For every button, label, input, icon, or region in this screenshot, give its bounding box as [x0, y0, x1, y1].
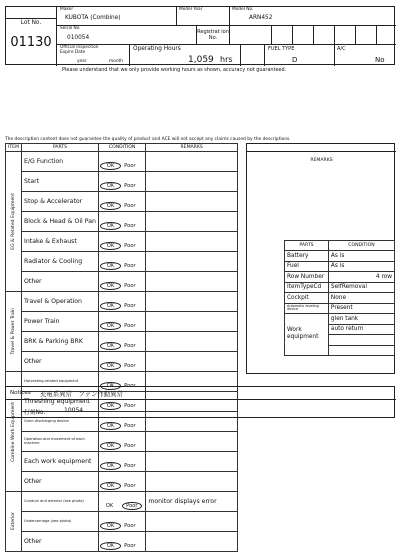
- condition-ok: OK: [100, 222, 121, 230]
- table-row: [285, 293, 395, 304]
- part-name: Start: [22, 172, 99, 192]
- condition-ok: OK: [100, 402, 121, 410]
- table-row: [6, 332, 238, 352]
- condition-cell: [98, 332, 145, 352]
- remark-cell: [146, 512, 238, 532]
- part-name: Other: [22, 532, 99, 552]
- condition-cell: [98, 232, 145, 252]
- stamp-label: 打刻No.: [24, 410, 46, 416]
- condition-poor: Poor: [124, 323, 136, 329]
- right-part-name: Row Number: [285, 272, 329, 283]
- model-year-cell: [177, 7, 230, 26]
- right-part-name: ItemTypeCd: [285, 282, 329, 293]
- part-name: Block & Head & Oil Pan: [22, 212, 99, 232]
- part-name: Intake & Exhaust: [22, 232, 99, 252]
- hours-note: Please understand that we only provide working hours as shown, accuracy not guaranteed.: [62, 67, 287, 73]
- ac-value: No: [375, 56, 385, 64]
- condition-cell: [98, 292, 145, 312]
- right-part-name: Battery: [285, 251, 329, 262]
- part-name: Stop & Accelerator: [22, 192, 99, 212]
- table-row: [6, 272, 238, 292]
- part-name: Power Train: [22, 312, 99, 332]
- group-label: Combine Work Equipment: [11, 401, 17, 462]
- maker-cell: [57, 7, 177, 26]
- condition-poor: Poor: [124, 223, 136, 229]
- condition-poor: Poor: [124, 343, 136, 349]
- serial-value: 010054: [67, 35, 90, 41]
- remark-cell: [146, 332, 238, 352]
- col-condition-header: CONDITION: [98, 144, 145, 152]
- part-name: Each work equipment: [22, 452, 99, 472]
- condition-poor: Poor: [124, 443, 136, 449]
- remark-cell: [146, 312, 238, 332]
- remark-cell: [146, 252, 238, 272]
- remark-cell: [146, 432, 238, 452]
- model-no-label: Model No.: [232, 7, 254, 12]
- remark-cell: [146, 152, 238, 172]
- model-year-label: Model Year: [179, 7, 203, 12]
- maker-label: Maker: [60, 7, 74, 12]
- work-equipment-value: [328, 345, 394, 356]
- condition-poor: Poor: [124, 163, 136, 169]
- disclaimer: The description content does not guarantee the quality of product and ACE will not accept any claims caused by the descriptions.: [5, 137, 291, 142]
- condition-ok: OK: [100, 302, 121, 310]
- remark-cell: [146, 452, 238, 472]
- condition-ok: OK: [100, 522, 121, 530]
- table-row: [6, 232, 238, 252]
- condition-cell: [98, 152, 145, 172]
- condition-poor: Poor: [122, 502, 141, 510]
- part-name: Harvesting-related equipment: [22, 372, 99, 392]
- model-no-value: ARN452: [249, 15, 273, 21]
- parts-condition-table: [284, 240, 395, 356]
- right-part-name: Fuel: [285, 261, 329, 272]
- hrs-label: hrs: [220, 55, 233, 64]
- right-col-condition-header: CONDITION: [328, 241, 394, 251]
- lot-no-label-cell: [6, 7, 57, 26]
- operating-hours-label: Operating Hours: [133, 46, 181, 52]
- fuel-type-label: FUEL TYPE: [268, 46, 295, 52]
- notices-box: [5, 386, 395, 418]
- condition-cell: [98, 312, 145, 332]
- header-box: [5, 6, 395, 65]
- right-condition-value: 4 row: [328, 272, 394, 283]
- table-row: [6, 192, 238, 212]
- right-part-name: Cockpit: [285, 293, 329, 304]
- table-row: [6, 452, 238, 472]
- part-name: Conduct and exterior (see photo): [22, 492, 99, 512]
- inspection-label: Official Inspection Expire Date: [60, 45, 99, 55]
- table-row: [6, 292, 238, 312]
- part-name: Other: [22, 272, 99, 292]
- table-row: [6, 252, 238, 272]
- part-name: E/G Function: [22, 152, 99, 172]
- condition-cell: [98, 352, 145, 372]
- table-row: [285, 272, 395, 283]
- table-row: [6, 172, 238, 192]
- work-equipment-value: glen tank: [328, 314, 394, 325]
- year-label: year: [77, 59, 87, 64]
- condition-cell: [98, 252, 145, 272]
- fuel-type-value: D: [292, 56, 298, 64]
- condition-ok: OK: [100, 242, 121, 250]
- remark-cell: [146, 232, 238, 252]
- part-name: Threshing equipment: [22, 392, 99, 412]
- condition-poor: Poor: [124, 463, 136, 469]
- condition-ok: OK: [100, 202, 121, 210]
- condition-poor: Poor: [124, 183, 136, 189]
- work-equipment-value: [328, 335, 394, 346]
- table-row: [6, 512, 238, 532]
- lot-no: 01130: [10, 35, 52, 50]
- group-label-cell: [6, 292, 22, 372]
- condition-cell: [98, 212, 145, 232]
- condition-poor: Poor: [124, 523, 136, 529]
- right-condition-value: As is: [328, 261, 394, 272]
- table-row: [6, 492, 238, 512]
- right-col-parts-header: PARTS: [285, 241, 329, 251]
- part-name: Radiator & Cooling: [22, 252, 99, 272]
- condition-ok: OK: [100, 262, 121, 270]
- part-name: Other: [22, 472, 99, 492]
- condition-ok: OK: [105, 503, 114, 509]
- right-condition-value: Present: [328, 303, 394, 314]
- work-equipment-label: Work equipment: [285, 314, 329, 356]
- part-name: Other: [22, 352, 99, 372]
- model-no-cell: [230, 7, 396, 26]
- notices-label: Notices: [10, 390, 31, 396]
- right-condition-value: As is: [328, 251, 394, 262]
- group-label: Exterior: [11, 512, 17, 531]
- table-row: [6, 212, 238, 232]
- right-condition-value: SelfRemoval: [328, 282, 394, 293]
- group-label: EG & Related Equipment: [11, 193, 17, 250]
- condition-ok: OK: [100, 362, 121, 370]
- operating-hours-value: 1,059: [188, 55, 214, 65]
- condition-poor: Poor: [124, 483, 136, 489]
- table-row: [285, 314, 395, 325]
- table-row: [6, 432, 238, 452]
- table-row: [285, 282, 395, 293]
- condition-ok: OK: [100, 482, 121, 490]
- condition-poor: Poor: [124, 283, 136, 289]
- part-name: Operation and movement of each machine: [22, 432, 99, 452]
- table-row: [6, 532, 238, 552]
- right-part-name: Automatic leveling device: [285, 303, 329, 314]
- condition-cell: [98, 192, 145, 212]
- condition-poor: Poor: [124, 243, 136, 249]
- table-row: [6, 352, 238, 372]
- serial-label: Serial No.: [60, 26, 81, 31]
- remark-cell: [146, 212, 238, 232]
- remark-cell: [146, 272, 238, 292]
- ac-label: A/C: [337, 46, 346, 52]
- stamp-number: 10054: [64, 407, 84, 414]
- part-name: Undercarriage (see photo): [22, 512, 99, 532]
- lot-no-cell: [6, 19, 57, 66]
- col-remarks-header: REMARKS: [146, 144, 238, 152]
- remark-cell: [146, 352, 238, 372]
- right-remarks-header: REMARKS: [310, 157, 333, 163]
- condition-cell: [98, 492, 145, 512]
- right-condition-value: None: [328, 293, 394, 304]
- part-name: Travel & Operation: [22, 292, 99, 312]
- condition-ok: OK: [100, 542, 121, 550]
- group-label-cell: [6, 492, 22, 552]
- fuel-type-cell: [265, 45, 335, 66]
- remark-cell: [146, 292, 238, 312]
- condition-ok: OK: [100, 382, 121, 390]
- table-row: [285, 251, 395, 262]
- condition-poor: Poor: [124, 423, 136, 429]
- condition-cell: [98, 432, 145, 452]
- maker-value: KUBOTA (Combine): [65, 15, 121, 21]
- serial-cell: [57, 26, 197, 45]
- condition-poor: Poor: [124, 363, 136, 369]
- group-label: Travel & Power Train: [11, 308, 17, 355]
- part-name: BRK & Parking BRK: [22, 332, 99, 352]
- condition-poor: Poor: [124, 543, 136, 549]
- inspection-table: [5, 143, 238, 552]
- registration-label: Registrat ion No.: [197, 28, 229, 41]
- registration-label-cell: [197, 26, 230, 45]
- condition-ok: OK: [100, 422, 121, 430]
- condition-poor: Poor: [124, 263, 136, 269]
- table-row: [6, 312, 238, 332]
- condition-poor: Poor: [124, 403, 136, 409]
- inspection-cell: [57, 45, 130, 66]
- condition-poor: Poor: [124, 203, 136, 209]
- condition-ok: OK: [100, 282, 121, 290]
- work-equipment-value: auto return: [328, 324, 394, 335]
- condition-ok: OK: [100, 442, 121, 450]
- table-row: [6, 152, 238, 172]
- remark-cell: [146, 532, 238, 552]
- remark-cell: [146, 192, 238, 212]
- condition-cell: [98, 512, 145, 532]
- condition-ok: OK: [100, 322, 121, 330]
- condition-poor: Poor: [124, 303, 136, 309]
- part-name: Grain discharging device: [22, 412, 99, 432]
- month-label: month: [109, 59, 123, 64]
- condition-ok: OK: [100, 182, 121, 190]
- condition-ok: OK: [100, 342, 121, 350]
- registration-boxes: [230, 26, 396, 45]
- group-label-cell: [6, 152, 22, 292]
- table-row: [285, 303, 395, 314]
- lot-no-label: Lot No.: [20, 20, 42, 26]
- condition-cell: [98, 272, 145, 292]
- hrs-cell: [220, 45, 265, 66]
- remark-cell: monitor displays error: [146, 492, 238, 512]
- col-parts-header: PARTS: [22, 144, 99, 152]
- condition-cell: [98, 172, 145, 192]
- table-row: [285, 261, 395, 272]
- condition-cell: [98, 532, 145, 552]
- col-item-header: ITEM: [6, 144, 22, 152]
- condition-poor: Poor: [124, 383, 136, 389]
- table-row: [6, 472, 238, 492]
- notices-text: 充電系異常 ファン作動異常: [40, 390, 123, 398]
- ac-cell: [335, 45, 396, 66]
- remark-cell: [146, 172, 238, 192]
- remark-cell: [146, 472, 238, 492]
- condition-cell: [98, 472, 145, 492]
- condition-ok: OK: [100, 162, 121, 170]
- condition-cell: [98, 452, 145, 472]
- condition-ok: OK: [100, 462, 121, 470]
